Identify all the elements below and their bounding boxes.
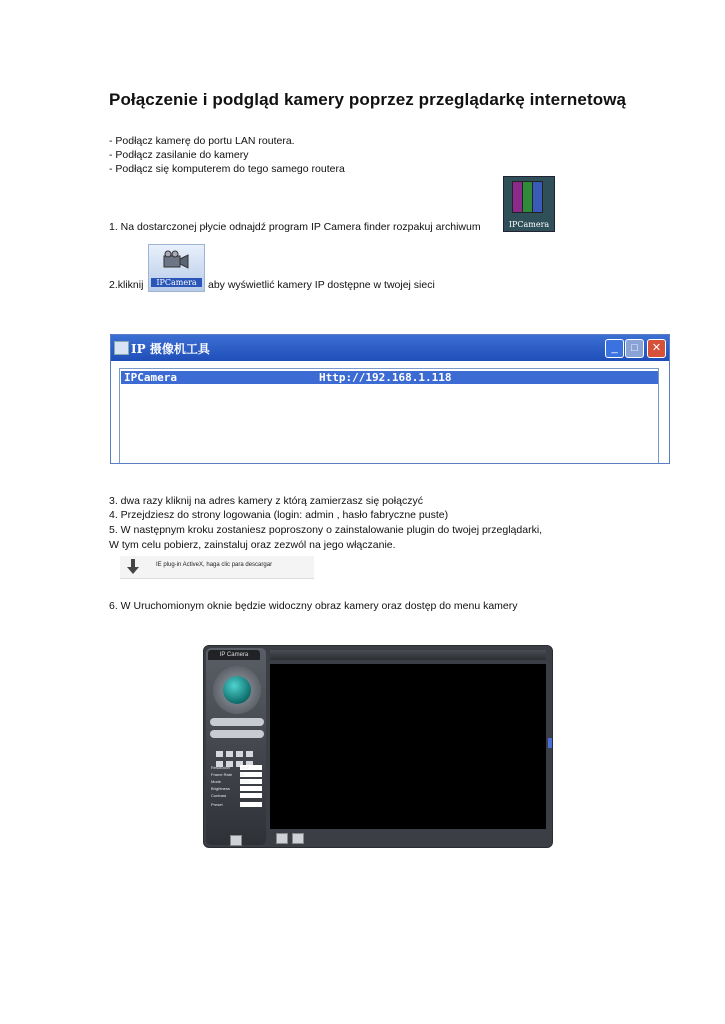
- camera-url: Http://192.168.1.118: [319, 371, 452, 384]
- finder-icon-label: IPCamera: [151, 278, 202, 287]
- ptz-center-button[interactable]: [223, 676, 251, 704]
- archive-book-icon: [532, 181, 543, 213]
- setting-value[interactable]: 720P: [240, 765, 262, 770]
- setting-row: [211, 772, 266, 777]
- plugin-download-bar[interactable]: [120, 556, 314, 579]
- setting-row: [211, 779, 266, 784]
- mode-buttons[interactable]: [216, 744, 260, 751]
- viewer-tab[interactable]: IP Camera: [208, 650, 260, 660]
- setting-row: [211, 802, 266, 807]
- plugin-download-text: IE plug-in ActiveX, haga clic para descargar: [156, 562, 273, 568]
- control-panel: [206, 648, 266, 845]
- window-titlebar[interactable]: [111, 335, 669, 361]
- video-display: [270, 664, 546, 829]
- fullscreen-icon[interactable]: [292, 833, 304, 844]
- page-title: Połączenie i podgląd kamery poprzez przeglądarkę internetową: [109, 90, 627, 109]
- setting-value[interactable]: 30: [240, 772, 262, 777]
- close-button[interactable]: ✕: [647, 339, 666, 358]
- mode-buttons[interactable]: [216, 754, 260, 761]
- step-4-text: 4. Przejdziesz do strony logowania (login: admin , hasło fabryczne puste): [109, 509, 449, 521]
- setting-value[interactable]: [240, 786, 262, 791]
- setting-row: [211, 786, 266, 791]
- camera-viewer: [203, 645, 553, 848]
- video-camera-icon: [162, 250, 190, 270]
- zoom-control[interactable]: [210, 718, 264, 726]
- step-5-text: 5. W następnym kroku zostaniesz poproszony o zainstalowanie plugin do twojej przeglądarki,: [109, 524, 543, 536]
- setting-value[interactable]: [240, 793, 262, 798]
- app-icon: [114, 341, 129, 355]
- ip-camera-finder-window: [110, 334, 670, 464]
- setting-value[interactable]: 50Hz: [240, 779, 262, 784]
- step-3-text: 3. dwa razy kliknij na adres kamery z którą zamierzasz się połączyć: [109, 495, 423, 507]
- setting-value[interactable]: 1: [240, 802, 262, 807]
- camera-list: [119, 368, 659, 463]
- step-1-text: 1. Na dostarczonej płycie odnajdź program IP Camera finder rozpakuj archiwum: [109, 221, 481, 233]
- setting-row: [211, 765, 266, 770]
- record-icon[interactable]: [276, 833, 288, 844]
- archive-icon-label: IPCamera: [508, 220, 550, 229]
- minimize-button[interactable]: _: [605, 339, 624, 358]
- focus-control[interactable]: [210, 730, 264, 738]
- viewer-top-strip: [270, 650, 546, 660]
- step-5-continuation: W tym celu pobierz, zainstaluj oraz zezwól na jego włączanie.: [109, 539, 396, 551]
- setting-label: Brightness: [211, 786, 230, 791]
- archive-icon[interactable]: [503, 176, 555, 232]
- snapshot-icon[interactable]: [230, 835, 242, 846]
- setting-label: Contrast: [211, 793, 227, 798]
- step-2-suffix: aby wyświetlić kamery IP dostępne w twojej sieci: [208, 279, 435, 291]
- ptz-dial[interactable]: [213, 666, 261, 714]
- window-title: IP 摄像机工具: [131, 342, 210, 356]
- camera-name: IPCamera: [124, 371, 177, 384]
- intro-line: - Podłącz kamerę do portu LAN routera.: [109, 135, 295, 147]
- setting-row: [211, 793, 266, 798]
- setting-label: Frame Rate: [211, 772, 233, 777]
- camera-list-item[interactable]: [121, 371, 658, 384]
- ip-camera-finder-icon[interactable]: [148, 244, 205, 292]
- intro-line: - Podłącz zasilanie do kamery: [109, 149, 249, 161]
- maximize-button[interactable]: □: [625, 339, 644, 358]
- setting-label: Mode: [211, 779, 222, 784]
- download-arrow-icon: [126, 558, 140, 576]
- setting-label: Preset: [211, 802, 223, 807]
- intro-line: - Podłącz się komputerem do tego samego routera: [109, 163, 345, 175]
- panel-toggle-handle[interactable]: [548, 738, 552, 748]
- setting-label: Resolution: [211, 765, 230, 770]
- step-2-prefix: 2.kliknij: [109, 279, 144, 291]
- step-6-text: 6. W Uruchomionym oknie będzie widoczny obraz kamery oraz dostęp do menu kamery: [109, 600, 518, 612]
